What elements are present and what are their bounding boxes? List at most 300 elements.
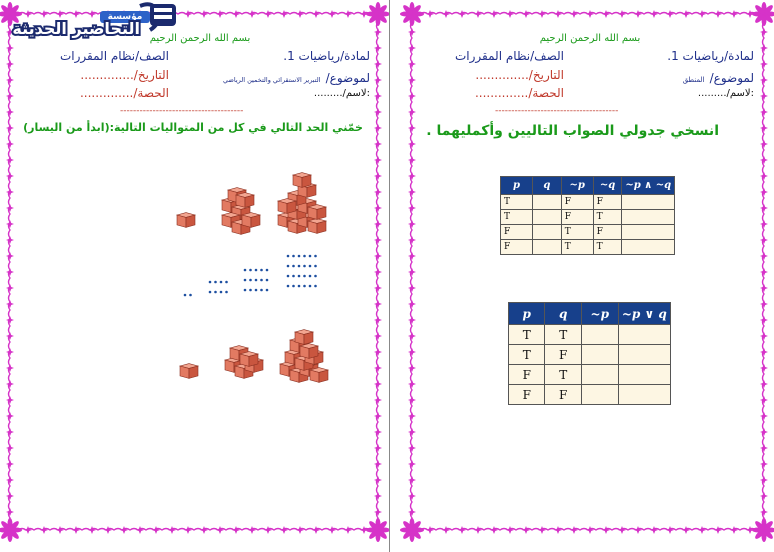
border-star-icon	[408, 332, 416, 340]
dot-mark	[303, 275, 306, 278]
dot-sequence	[180, 250, 330, 300]
border-star-icon	[760, 476, 768, 484]
border-star-icon	[474, 526, 482, 534]
border-star-icon	[506, 10, 514, 18]
dot-mark	[303, 285, 306, 288]
dot-mark	[287, 275, 290, 278]
border-star-icon	[374, 268, 382, 276]
dot-mark	[309, 275, 312, 278]
dot-mark	[255, 279, 258, 282]
border-star-icon	[682, 10, 690, 18]
border-star-icon	[216, 526, 224, 534]
border-star-icon	[6, 220, 14, 228]
border-star-icon	[374, 44, 382, 52]
border-star-icon	[6, 476, 14, 484]
border-star-icon	[408, 396, 416, 404]
right-period: الحصة/..............	[474, 86, 564, 100]
border-star-icon	[408, 44, 416, 52]
table-row	[509, 385, 671, 405]
dot-mark	[303, 255, 306, 258]
left-instruction: خمّني الحد التالي في كل من المتواليات التالية:(ابدأ من اليسار)	[23, 121, 363, 134]
table1-cell	[532, 195, 561, 210]
table1-cell: F	[561, 195, 593, 210]
table1-cell: T	[561, 225, 593, 240]
border-star-icon	[760, 28, 768, 36]
border-star-icon	[760, 364, 768, 372]
border-star-icon	[6, 124, 14, 132]
table2-cell: F	[545, 385, 581, 405]
border-star-icon	[730, 526, 738, 534]
border-star-icon	[328, 10, 336, 18]
border-star-icon	[6, 332, 14, 340]
table1-cell	[622, 240, 675, 255]
border-star-icon	[328, 526, 336, 534]
dot-mark	[309, 265, 312, 268]
border-star-icon	[374, 172, 382, 180]
border-star-icon	[458, 526, 466, 534]
border-star-icon	[6, 236, 14, 244]
cube-icon	[310, 368, 328, 383]
border-star-icon	[374, 508, 382, 516]
border-star-icon	[56, 526, 64, 534]
border-star-icon	[760, 44, 768, 52]
border-star-icon	[374, 428, 382, 436]
border-star-icon	[760, 156, 768, 164]
left-topic	[223, 67, 370, 86]
border-star-icon	[522, 10, 530, 18]
cube-icon	[236, 193, 254, 208]
table2-cell: F	[545, 345, 581, 365]
dot-mark	[266, 269, 269, 272]
border-star-icon	[374, 396, 382, 404]
border-star-icon	[152, 526, 160, 534]
border-star-icon	[760, 92, 768, 100]
table2-cell: T	[545, 325, 581, 345]
border-star-icon	[760, 444, 768, 452]
dot-mark	[249, 269, 252, 272]
dot-mark	[298, 265, 301, 268]
border-star-icon	[6, 76, 14, 84]
table2-cell	[618, 385, 670, 405]
dot-mark	[303, 265, 306, 268]
border-star-icon	[760, 124, 768, 132]
border-star-icon	[374, 220, 382, 228]
border-star-icon	[264, 10, 272, 18]
border-star-icon	[6, 268, 14, 276]
border-star-icon	[374, 108, 382, 116]
dot-mark	[214, 291, 217, 294]
border-star-icon	[408, 492, 416, 500]
border-star-icon	[374, 316, 382, 324]
table2-cell	[581, 345, 618, 365]
border-star-icon	[6, 412, 14, 420]
border-star-icon	[374, 28, 382, 36]
border-star-icon	[200, 526, 208, 534]
border-star-icon	[698, 526, 706, 534]
border-star-icon	[88, 526, 96, 534]
left-date: التاريخ/..............	[80, 68, 169, 82]
logo-main-label: التحاضير الحديثة	[12, 19, 140, 38]
table-row	[501, 195, 675, 210]
border-star-icon	[374, 364, 382, 372]
border-star-icon	[6, 300, 14, 308]
left-divider-line: --------------------------------------	[120, 106, 244, 116]
dot-mark	[255, 269, 258, 272]
dot-mark	[266, 289, 269, 292]
dot-mark	[292, 265, 295, 268]
border-star-icon	[248, 526, 256, 534]
border-star-icon	[6, 316, 14, 324]
border-star-icon	[184, 10, 192, 18]
border-star-icon	[296, 10, 304, 18]
border-star-icon	[374, 188, 382, 196]
table1-cell	[532, 210, 561, 225]
border-star-icon	[408, 348, 416, 356]
table-row	[509, 345, 671, 365]
table1-header-2: ~p	[561, 177, 593, 195]
border-star-icon	[408, 156, 416, 164]
table1-cell: T	[501, 210, 533, 225]
left-basmala: بسم الله الرحمن الرحيم	[149, 33, 251, 44]
border-star-icon	[442, 10, 450, 18]
border-star-icon	[426, 526, 434, 534]
border-star-icon	[760, 60, 768, 68]
dot-mark	[287, 285, 290, 288]
border-star-icon	[442, 526, 450, 534]
border-star-icon	[280, 526, 288, 534]
table2-cell	[618, 325, 670, 345]
right-topic-label: لموضوع/	[709, 71, 754, 85]
border-star-icon	[666, 526, 674, 534]
table2-cell	[581, 385, 618, 405]
border-star-icon	[714, 526, 722, 534]
border-star-icon	[760, 396, 768, 404]
left-topic-value: التبرير الاستقرائي والتخمين الرياضي	[222, 76, 321, 84]
border-star-icon	[6, 428, 14, 436]
table1-cell: F	[593, 225, 622, 240]
table1-header-0: p	[501, 177, 533, 195]
border-star-icon	[408, 364, 416, 372]
border-star-icon	[374, 492, 382, 500]
border-star-icon	[408, 252, 416, 260]
dot-mark	[209, 291, 212, 294]
dot-mark	[249, 279, 252, 282]
border-star-icon	[760, 348, 768, 356]
border-star-icon	[200, 10, 208, 18]
table2-header-0: p	[509, 303, 545, 325]
border-star-icon	[408, 140, 416, 148]
border-star-icon	[296, 526, 304, 534]
border-star-icon	[760, 220, 768, 228]
border-star-icon	[682, 526, 690, 534]
cube-icon	[308, 205, 326, 220]
border-star-icon	[232, 10, 240, 18]
border-star-icon	[408, 316, 416, 324]
cube-icon	[295, 330, 313, 345]
border-star-icon	[538, 10, 546, 18]
border-star-icon	[6, 92, 14, 100]
dot-mark	[314, 275, 317, 278]
border-star-icon	[344, 10, 352, 18]
left-class: الصف/نظام المقررات	[60, 49, 169, 63]
border-star-icon	[408, 300, 416, 308]
dot-mark	[189, 294, 192, 297]
dot-mark	[314, 255, 317, 258]
left-topic-label: لموضوع/	[325, 71, 370, 85]
border-star-icon	[6, 60, 14, 68]
border-star-icon	[6, 492, 14, 500]
border-star-icon	[760, 460, 768, 468]
table1-cell: F	[501, 240, 533, 255]
border-star-icon	[618, 526, 626, 534]
border-star-icon	[408, 428, 416, 436]
cube-icon	[242, 213, 260, 228]
border-star-icon	[248, 10, 256, 18]
truth-table-2	[508, 302, 671, 405]
border-star-icon	[408, 508, 416, 516]
dot-mark	[260, 269, 263, 272]
border-star-icon	[360, 10, 368, 18]
border-star-icon	[6, 172, 14, 180]
dot-mark	[292, 275, 295, 278]
border-star-icon	[6, 188, 14, 196]
dot-mark	[260, 279, 263, 282]
border-star-icon	[408, 380, 416, 388]
table-row	[509, 325, 671, 345]
border-star-icon	[374, 140, 382, 148]
border-star-icon	[374, 348, 382, 356]
border-star-icon	[458, 10, 466, 18]
table2-cell: F	[509, 365, 545, 385]
dot-mark	[209, 281, 212, 284]
border-star-icon	[650, 10, 658, 18]
dot-mark	[255, 289, 258, 292]
border-star-icon	[408, 28, 416, 36]
border-star-icon	[426, 10, 434, 18]
border-star-icon	[6, 204, 14, 212]
table2-cell: T	[509, 325, 545, 345]
border-star-icon	[120, 526, 128, 534]
table1-cell: T	[501, 195, 533, 210]
right-date: التاريخ/..............	[475, 68, 564, 82]
border-star-icon	[344, 526, 352, 534]
dot-mark	[244, 269, 247, 272]
right-divider-line: --------------------------------------	[495, 106, 619, 116]
table-row	[501, 210, 675, 225]
cube-icon	[300, 344, 318, 359]
dot-mark	[225, 291, 228, 294]
border-star-icon	[374, 300, 382, 308]
table1-header-row	[501, 177, 675, 195]
border-star-icon	[6, 444, 14, 452]
border-star-icon	[746, 10, 754, 18]
border-star-icon	[408, 268, 416, 276]
border-star-icon	[408, 220, 416, 228]
border-star-icon	[474, 10, 482, 18]
border-star-icon	[760, 380, 768, 388]
border-star-icon	[264, 526, 272, 534]
border-star-icon	[760, 412, 768, 420]
table1-cell: F	[561, 210, 593, 225]
border-star-icon	[602, 526, 610, 534]
right-topic	[683, 67, 754, 86]
border-star-icon	[506, 526, 514, 534]
border-star-icon	[6, 44, 14, 52]
right-instruction: انسخي جدولي الصواب التاليين وأكمليهما .	[426, 123, 719, 139]
right-basmala: بسم الله الرحمن الرحيم	[539, 33, 641, 44]
border-star-icon	[602, 10, 610, 18]
right-subject: لمادة/رياضيات 1.	[667, 49, 754, 63]
border-star-icon	[280, 10, 288, 18]
cube-icon	[293, 173, 311, 188]
table-row	[501, 225, 675, 240]
dot-mark	[314, 285, 317, 288]
dot-mark	[298, 285, 301, 288]
table2-cell: T	[509, 345, 545, 365]
table2-cell	[581, 365, 618, 385]
cube-sequence-bottom	[175, 328, 335, 388]
border-star-icon	[374, 252, 382, 260]
border-star-icon	[374, 76, 382, 84]
dot-mark	[220, 291, 223, 294]
cube-sequence-top	[170, 165, 335, 240]
dot-mark	[244, 289, 247, 292]
border-star-icon	[408, 108, 416, 116]
border-star-icon	[408, 188, 416, 196]
table1-cell	[532, 225, 561, 240]
dot-mark	[266, 279, 269, 282]
border-star-icon	[698, 10, 706, 18]
table1-cell: F	[501, 225, 533, 240]
border-star-icon	[374, 156, 382, 164]
dot-mark	[184, 294, 187, 297]
table2-cell	[581, 325, 618, 345]
border-star-icon	[6, 140, 14, 148]
border-star-icon	[216, 10, 224, 18]
cube-icon	[278, 199, 296, 214]
border-star-icon	[760, 204, 768, 212]
table1-cell	[622, 225, 675, 240]
dot-mark	[220, 281, 223, 284]
border-star-icon	[554, 526, 562, 534]
border-star-icon	[72, 526, 80, 534]
border-star-icon	[40, 526, 48, 534]
right-name: :لاسم/.........	[697, 88, 754, 99]
cube-icon	[240, 352, 258, 367]
table1-header-1: q	[532, 177, 561, 195]
border-star-icon	[586, 10, 594, 18]
border-star-icon	[634, 526, 642, 534]
border-star-icon	[570, 526, 578, 534]
dot-mark	[214, 281, 217, 284]
border-star-icon	[374, 332, 382, 340]
table2-cell: T	[545, 365, 581, 385]
border-star-icon	[374, 60, 382, 68]
border-star-icon	[554, 10, 562, 18]
table1-cell	[622, 195, 675, 210]
left-period: الحصة/..............	[79, 86, 169, 100]
cube-icon	[308, 219, 326, 234]
page-divider	[389, 0, 390, 552]
table2-cell	[618, 345, 670, 365]
table1-header-3: ~q	[593, 177, 622, 195]
border-star-icon	[408, 172, 416, 180]
border-star-icon	[6, 508, 14, 516]
border-star-icon	[24, 526, 32, 534]
left-subject: لمادة/رياضيات 1.	[283, 49, 370, 63]
border-star-icon	[312, 10, 320, 18]
border-star-icon	[760, 140, 768, 148]
table1-header-4: ~p ∧ ~q	[622, 177, 675, 195]
border-star-icon	[374, 236, 382, 244]
border-star-icon	[490, 526, 498, 534]
border-star-icon	[490, 10, 498, 18]
dot-mark	[287, 255, 290, 258]
border-star-icon	[374, 284, 382, 292]
dot-mark	[244, 279, 247, 282]
table2-cell	[618, 365, 670, 385]
border-star-icon	[714, 10, 722, 18]
table-row	[509, 365, 671, 385]
border-star-icon	[760, 172, 768, 180]
border-star-icon	[760, 428, 768, 436]
table1-cell: F	[593, 195, 622, 210]
border-star-icon	[6, 380, 14, 388]
table2-header-2: ~p	[581, 303, 618, 325]
table2-header-3: ~p ∨ q	[618, 303, 670, 325]
truth-table-1	[500, 176, 675, 255]
left-name: :لاسم/.........	[313, 88, 370, 99]
border-star-icon	[760, 236, 768, 244]
border-star-icon	[6, 108, 14, 116]
border-star-icon	[408, 460, 416, 468]
table1-cell	[532, 240, 561, 255]
border-star-icon	[312, 526, 320, 534]
border-star-icon	[6, 460, 14, 468]
right-topic-value: المنطق	[682, 76, 705, 84]
border-star-icon	[538, 526, 546, 534]
dot-mark	[287, 265, 290, 268]
border-star-icon	[6, 156, 14, 164]
border-star-icon	[6, 364, 14, 372]
table1-cell: T	[593, 210, 622, 225]
table1-cell	[622, 210, 675, 225]
table2-header-1: q	[545, 303, 581, 325]
border-star-icon	[760, 268, 768, 276]
border-star-icon	[104, 526, 112, 534]
border-star-icon	[374, 92, 382, 100]
border-star-icon	[746, 526, 754, 534]
border-star-icon	[760, 316, 768, 324]
border-star-icon	[408, 76, 416, 84]
dot-mark	[249, 289, 252, 292]
border-star-icon	[6, 396, 14, 404]
border-star-icon	[408, 60, 416, 68]
dot-mark	[225, 281, 228, 284]
dot-mark	[298, 275, 301, 278]
border-star-icon	[634, 10, 642, 18]
border-star-icon	[6, 348, 14, 356]
border-star-icon	[360, 526, 368, 534]
dot-mark	[309, 255, 312, 258]
border-star-icon	[408, 444, 416, 452]
border-star-icon	[760, 188, 768, 196]
border-star-icon	[618, 10, 626, 18]
border-star-icon	[570, 10, 578, 18]
border-star-icon	[408, 412, 416, 420]
cube-icon	[177, 213, 195, 228]
table1-cell: T	[561, 240, 593, 255]
